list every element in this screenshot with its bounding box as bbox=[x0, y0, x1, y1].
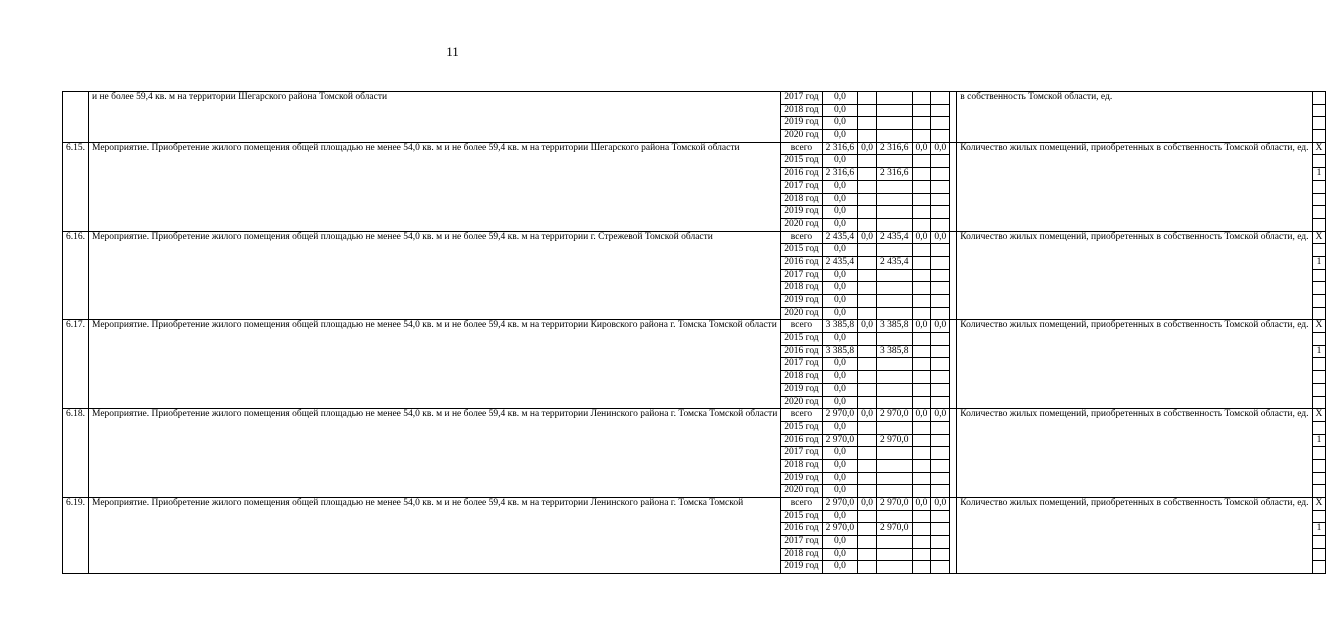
offbudget-cell bbox=[931, 434, 950, 447]
indicator-value bbox=[1312, 421, 1326, 434]
table-row bbox=[63, 320, 1326, 333]
indicator-value bbox=[1312, 396, 1326, 409]
federal-cell bbox=[858, 155, 877, 168]
year-cell: 2020 год bbox=[781, 396, 822, 409]
table-row bbox=[63, 498, 1326, 511]
year-cell: 2019 год bbox=[781, 117, 822, 130]
local-cell bbox=[912, 155, 931, 168]
indicator-description: Количество жилых помещений, приобретенных в собственность Томской области, ед. bbox=[957, 409, 1312, 498]
total-cell: 0,0 bbox=[822, 472, 858, 485]
year-cell: 2016 год bbox=[781, 345, 822, 358]
regional-cell bbox=[877, 295, 913, 308]
indicator-value bbox=[1312, 510, 1326, 523]
local-cell bbox=[912, 523, 931, 536]
federal-cell bbox=[858, 472, 877, 485]
indicator-value: X bbox=[1312, 498, 1326, 511]
federal-cell bbox=[858, 333, 877, 346]
funding-cell bbox=[931, 104, 950, 117]
federal-cell: 0,0 bbox=[858, 498, 877, 511]
funding-cell bbox=[877, 117, 913, 130]
total-cell: 0,0 bbox=[822, 536, 858, 549]
local-cell bbox=[912, 371, 931, 384]
table-row bbox=[63, 92, 1326, 105]
year-cell: 2019 год bbox=[781, 206, 822, 219]
indicator-value bbox=[1312, 459, 1326, 472]
local-cell bbox=[912, 485, 931, 498]
offbudget-cell bbox=[931, 155, 950, 168]
offbudget-cell bbox=[931, 383, 950, 396]
indicator-description: Количество жилых помещений, приобретенных в собственность Томской области, ед. bbox=[957, 320, 1312, 409]
federal-cell bbox=[858, 282, 877, 295]
program-activities-table bbox=[62, 91, 1326, 574]
federal-cell bbox=[858, 371, 877, 384]
offbudget-cell bbox=[931, 269, 950, 282]
local-cell bbox=[912, 536, 931, 549]
offbudget-cell bbox=[931, 358, 950, 371]
offbudget-cell bbox=[931, 295, 950, 308]
total-cell: 0,0 bbox=[822, 358, 858, 371]
offbudget-cell bbox=[931, 168, 950, 181]
total-cell: 0,0 bbox=[822, 104, 858, 117]
funding-cell bbox=[858, 117, 877, 130]
regional-cell bbox=[877, 333, 913, 346]
total-cell: 0,0 bbox=[822, 180, 858, 193]
indicator-value bbox=[1312, 383, 1326, 396]
indicator-value bbox=[1312, 282, 1326, 295]
activity-description: Мероприятие. Приобретение жилого помещения общей площадью не менее 54,0 кв. м и не более 59,4 кв. м на территории Ленинского района г. Томска Томской bbox=[89, 498, 781, 574]
funding-cell bbox=[931, 130, 950, 143]
year-cell: 2019 год bbox=[781, 383, 822, 396]
executor-cell bbox=[950, 498, 957, 574]
local-cell bbox=[912, 358, 931, 371]
federal-cell bbox=[858, 536, 877, 549]
regional-cell bbox=[877, 548, 913, 561]
local-cell bbox=[912, 421, 931, 434]
offbudget-cell: 0,0 bbox=[931, 409, 950, 422]
indicator-value bbox=[1312, 92, 1326, 105]
federal-cell bbox=[858, 180, 877, 193]
local-cell bbox=[912, 295, 931, 308]
executor-cell bbox=[950, 320, 957, 409]
year-cell: 2020 год bbox=[781, 307, 822, 320]
offbudget-cell bbox=[931, 371, 950, 384]
table-row bbox=[63, 409, 1326, 422]
total-cell: 0,0 bbox=[822, 155, 858, 168]
indicator-value bbox=[1312, 193, 1326, 206]
funding-cell bbox=[877, 130, 913, 143]
total-cell: 0,0 bbox=[822, 383, 858, 396]
indicator-value bbox=[1312, 269, 1326, 282]
regional-cell: 2 316,6 bbox=[877, 142, 913, 155]
regional-cell bbox=[877, 307, 913, 320]
regional-cell: 3 385,8 bbox=[877, 320, 913, 333]
total-cell: 0,0 bbox=[822, 548, 858, 561]
year-cell: 2016 год bbox=[781, 523, 822, 536]
offbudget-cell bbox=[931, 307, 950, 320]
federal-cell bbox=[858, 206, 877, 219]
federal-cell bbox=[858, 168, 877, 181]
year-cell: 2017 год bbox=[781, 92, 822, 105]
item-number-cell: 6.16. bbox=[63, 231, 89, 320]
funding-cell bbox=[912, 130, 931, 143]
offbudget-cell: 0,0 bbox=[931, 498, 950, 511]
federal-cell bbox=[858, 421, 877, 434]
funding-cell bbox=[877, 104, 913, 117]
year-cell: всего bbox=[781, 498, 822, 511]
item-number-cell bbox=[63, 92, 89, 143]
indicator-value bbox=[1312, 485, 1326, 498]
local-cell bbox=[912, 168, 931, 181]
year-cell: 2020 год bbox=[781, 485, 822, 498]
total-cell: 2 970,0 bbox=[822, 409, 858, 422]
activity-description: Мероприятие. Приобретение жилого помещения общей площадью не менее 54,0 кв. м и не более 59,4 кв. м на территории Кировского района г. Томска Томской области bbox=[89, 320, 781, 409]
indicator-value: 1 bbox=[1312, 434, 1326, 447]
year-cell: всего bbox=[781, 320, 822, 333]
funding-cell bbox=[858, 92, 877, 105]
funding-cell bbox=[931, 92, 950, 105]
regional-cell bbox=[877, 510, 913, 523]
regional-cell bbox=[877, 358, 913, 371]
local-cell bbox=[912, 282, 931, 295]
federal-cell bbox=[858, 510, 877, 523]
regional-cell bbox=[877, 180, 913, 193]
indicator-value bbox=[1312, 358, 1326, 371]
offbudget-cell bbox=[931, 345, 950, 358]
federal-cell bbox=[858, 447, 877, 460]
total-cell: 2 970,0 bbox=[822, 523, 858, 536]
local-cell bbox=[912, 548, 931, 561]
indicator-description: Количество жилых помещений, приобретенных в собственность Томской области, ед. bbox=[957, 142, 1312, 231]
regional-cell bbox=[877, 218, 913, 231]
federal-cell bbox=[858, 307, 877, 320]
indicator-value bbox=[1312, 333, 1326, 346]
year-cell: 2018 год bbox=[781, 371, 822, 384]
regional-cell bbox=[877, 244, 913, 257]
offbudget-cell bbox=[931, 472, 950, 485]
total-cell: 2 316,6 bbox=[822, 168, 858, 181]
regional-cell: 2 435,4 bbox=[877, 256, 913, 269]
offbudget-cell bbox=[931, 421, 950, 434]
activity-description: Мероприятие. Приобретение жилого помещения общей площадью не менее 54,0 кв. м и не более 59,4 кв. м на территории г. Стрежевой Томской области bbox=[89, 231, 781, 320]
funding-cell bbox=[912, 117, 931, 130]
indicator-value bbox=[1312, 155, 1326, 168]
offbudget-cell bbox=[931, 193, 950, 206]
indicator-value: X bbox=[1312, 231, 1326, 244]
offbudget-cell bbox=[931, 561, 950, 574]
local-cell: 0,0 bbox=[912, 409, 931, 422]
total-cell: 0,0 bbox=[822, 371, 858, 384]
regional-cell: 2 970,0 bbox=[877, 409, 913, 422]
regional-cell bbox=[877, 561, 913, 574]
indicator-value bbox=[1312, 117, 1326, 130]
offbudget-cell bbox=[931, 180, 950, 193]
year-cell: 2018 год bbox=[781, 193, 822, 206]
executor-cell bbox=[950, 409, 957, 498]
local-cell bbox=[912, 396, 931, 409]
indicator-value bbox=[1312, 536, 1326, 549]
federal-cell bbox=[858, 256, 877, 269]
federal-cell bbox=[858, 193, 877, 206]
year-cell: 2017 год bbox=[781, 180, 822, 193]
local-cell bbox=[912, 383, 931, 396]
indicator-value: X bbox=[1312, 320, 1326, 333]
local-cell bbox=[912, 244, 931, 257]
regional-cell bbox=[877, 383, 913, 396]
year-cell: 2016 год bbox=[781, 168, 822, 181]
federal-cell bbox=[858, 396, 877, 409]
indicator-value bbox=[1312, 295, 1326, 308]
local-cell bbox=[912, 345, 931, 358]
indicator-description: в собственность Томской области, ед. bbox=[957, 92, 1312, 143]
indicator-value bbox=[1312, 548, 1326, 561]
total-cell: 0,0 bbox=[822, 510, 858, 523]
total-cell: 3 385,8 bbox=[822, 345, 858, 358]
total-cell: 0,0 bbox=[822, 92, 858, 105]
federal-cell bbox=[858, 383, 877, 396]
local-cell bbox=[912, 510, 931, 523]
federal-cell bbox=[858, 295, 877, 308]
total-cell: 0,0 bbox=[822, 421, 858, 434]
local-cell: 0,0 bbox=[912, 231, 931, 244]
regional-cell bbox=[877, 485, 913, 498]
year-cell: 2015 год bbox=[781, 333, 822, 346]
regional-cell bbox=[877, 206, 913, 219]
indicator-value bbox=[1312, 307, 1326, 320]
total-cell: 0,0 bbox=[822, 447, 858, 460]
year-cell: 2016 год bbox=[781, 256, 822, 269]
indicator-value bbox=[1312, 218, 1326, 231]
funding-cell bbox=[877, 92, 913, 105]
indicator-value bbox=[1312, 472, 1326, 485]
federal-cell bbox=[858, 358, 877, 371]
indicator-value bbox=[1312, 371, 1326, 384]
offbudget-cell: 0,0 bbox=[931, 231, 950, 244]
item-number-cell: 6.18. bbox=[63, 409, 89, 498]
total-cell: 2 970,0 bbox=[822, 498, 858, 511]
total-cell: 0,0 bbox=[822, 459, 858, 472]
federal-cell bbox=[858, 561, 877, 574]
regional-cell bbox=[877, 396, 913, 409]
regional-cell bbox=[877, 282, 913, 295]
offbudget-cell: 0,0 bbox=[931, 320, 950, 333]
indicator-value bbox=[1312, 206, 1326, 219]
year-cell: 2020 год bbox=[781, 218, 822, 231]
offbudget-cell bbox=[931, 206, 950, 219]
offbudget-cell: 0,0 bbox=[931, 142, 950, 155]
offbudget-cell bbox=[931, 218, 950, 231]
year-cell: 2015 год bbox=[781, 510, 822, 523]
local-cell bbox=[912, 333, 931, 346]
federal-cell bbox=[858, 218, 877, 231]
indicator-value bbox=[1312, 447, 1326, 460]
total-cell: 2 435,4 bbox=[822, 231, 858, 244]
offbudget-cell bbox=[931, 282, 950, 295]
federal-cell bbox=[858, 523, 877, 536]
year-cell: 2018 год bbox=[781, 548, 822, 561]
local-cell bbox=[912, 269, 931, 282]
year-cell: 2019 год bbox=[781, 472, 822, 485]
offbudget-cell bbox=[931, 459, 950, 472]
year-cell: 2018 год bbox=[781, 104, 822, 117]
federal-cell bbox=[858, 485, 877, 498]
regional-cell bbox=[877, 269, 913, 282]
year-cell: 2015 год bbox=[781, 155, 822, 168]
total-cell: 2 316,6 bbox=[822, 142, 858, 155]
total-cell: 0,0 bbox=[822, 244, 858, 257]
total-cell: 0,0 bbox=[822, 218, 858, 231]
offbudget-cell bbox=[931, 536, 950, 549]
local-cell: 0,0 bbox=[912, 498, 931, 511]
local-cell: 0,0 bbox=[912, 320, 931, 333]
funding-cell bbox=[912, 104, 931, 117]
total-cell: 0,0 bbox=[822, 485, 858, 498]
regional-cell bbox=[877, 459, 913, 472]
total-cell: 0,0 bbox=[822, 193, 858, 206]
federal-cell bbox=[858, 459, 877, 472]
total-cell: 0,0 bbox=[822, 561, 858, 574]
indicator-description: Количество жилых помещений, приобретенных в собственность Томской области, ед. bbox=[957, 231, 1312, 320]
federal-cell bbox=[858, 244, 877, 257]
indicator-value bbox=[1312, 104, 1326, 117]
local-cell bbox=[912, 180, 931, 193]
local-cell bbox=[912, 193, 931, 206]
item-number-cell: 6.15. bbox=[63, 142, 89, 231]
item-number-cell: 6.17. bbox=[63, 320, 89, 409]
local-cell bbox=[912, 256, 931, 269]
offbudget-cell bbox=[931, 256, 950, 269]
offbudget-cell bbox=[931, 333, 950, 346]
item-number-cell: 6.19. bbox=[63, 498, 89, 574]
year-cell: всего bbox=[781, 409, 822, 422]
offbudget-cell bbox=[931, 244, 950, 257]
federal-cell: 0,0 bbox=[858, 142, 877, 155]
total-cell: 0,0 bbox=[822, 282, 858, 295]
indicator-value: 1 bbox=[1312, 168, 1326, 181]
federal-cell bbox=[858, 269, 877, 282]
offbudget-cell bbox=[931, 396, 950, 409]
year-cell: 2019 год bbox=[781, 561, 822, 574]
total-cell: 0,0 bbox=[822, 396, 858, 409]
indicator-value: 1 bbox=[1312, 256, 1326, 269]
offbudget-cell bbox=[931, 485, 950, 498]
total-cell: 0,0 bbox=[822, 307, 858, 320]
regional-cell bbox=[877, 472, 913, 485]
year-cell: 2018 год bbox=[781, 282, 822, 295]
year-cell: 2017 год bbox=[781, 536, 822, 549]
total-cell: 2 435,4 bbox=[822, 256, 858, 269]
regional-cell bbox=[877, 193, 913, 206]
local-cell bbox=[912, 307, 931, 320]
regional-cell: 2 435,4 bbox=[877, 231, 913, 244]
local-cell bbox=[912, 561, 931, 574]
regional-cell bbox=[877, 155, 913, 168]
year-cell: 2020 год bbox=[781, 130, 822, 143]
local-cell: 0,0 bbox=[912, 142, 931, 155]
local-cell bbox=[912, 472, 931, 485]
table-row bbox=[63, 142, 1326, 155]
table-row bbox=[63, 231, 1326, 244]
year-cell: 2019 год bbox=[781, 295, 822, 308]
total-cell: 0,0 bbox=[822, 130, 858, 143]
offbudget-cell bbox=[931, 523, 950, 536]
offbudget-cell bbox=[931, 447, 950, 460]
indicator-value bbox=[1312, 130, 1326, 143]
indicator-value bbox=[1312, 561, 1326, 574]
total-cell: 0,0 bbox=[822, 117, 858, 130]
funding-cell bbox=[858, 104, 877, 117]
offbudget-cell bbox=[931, 510, 950, 523]
year-cell: 2018 год bbox=[781, 459, 822, 472]
indicator-value: X bbox=[1312, 409, 1326, 422]
funding-cell bbox=[931, 117, 950, 130]
local-cell bbox=[912, 434, 931, 447]
regional-cell: 2 316,6 bbox=[877, 168, 913, 181]
funding-cell bbox=[858, 130, 877, 143]
indicator-value: X bbox=[1312, 142, 1326, 155]
regional-cell: 3 385,8 bbox=[877, 345, 913, 358]
indicator-value bbox=[1312, 244, 1326, 257]
regional-cell bbox=[877, 421, 913, 434]
indicator-value: 1 bbox=[1312, 523, 1326, 536]
regional-cell: 2 970,0 bbox=[877, 498, 913, 511]
funding-cell bbox=[912, 92, 931, 105]
offbudget-cell bbox=[931, 548, 950, 561]
regional-cell: 2 970,0 bbox=[877, 523, 913, 536]
year-cell: всего bbox=[781, 142, 822, 155]
year-cell: 2017 год bbox=[781, 447, 822, 460]
year-cell: 2017 год bbox=[781, 269, 822, 282]
total-cell: 0,0 bbox=[822, 295, 858, 308]
federal-cell: 0,0 bbox=[858, 409, 877, 422]
activity-description: Мероприятие. Приобретение жилого помещения общей площадью не менее 54,0 кв. м и не более 59,4 кв. м на территории Ленинского района г. Томска Томской области bbox=[89, 409, 781, 498]
indicator-value: 1 bbox=[1312, 345, 1326, 358]
federal-cell bbox=[858, 345, 877, 358]
year-cell: 2015 год bbox=[781, 244, 822, 257]
total-cell: 2 970,0 bbox=[822, 434, 858, 447]
regional-cell: 2 970,0 bbox=[877, 434, 913, 447]
indicator-description: Количество жилых помещений, приобретенных в собственность Томской области, ед. bbox=[957, 498, 1312, 574]
total-cell: 0,0 bbox=[822, 206, 858, 219]
local-cell bbox=[912, 218, 931, 231]
federal-cell: 0,0 bbox=[858, 231, 877, 244]
federal-cell: 0,0 bbox=[858, 320, 877, 333]
executor-cell bbox=[950, 231, 957, 320]
executor-cell bbox=[950, 92, 957, 143]
local-cell bbox=[912, 459, 931, 472]
total-cell: 0,0 bbox=[822, 269, 858, 282]
activity-description: Мероприятие. Приобретение жилого помещения общей площадью не менее 54,0 кв. м и не более 59,4 кв. м на территории Шегарского района Томской области bbox=[89, 142, 781, 231]
local-cell bbox=[912, 206, 931, 219]
year-cell: всего bbox=[781, 231, 822, 244]
federal-cell bbox=[858, 548, 877, 561]
year-cell: 2017 год bbox=[781, 358, 822, 371]
indicator-value bbox=[1312, 180, 1326, 193]
total-cell: 0,0 bbox=[822, 333, 858, 346]
year-cell: 2016 год bbox=[781, 434, 822, 447]
regional-cell bbox=[877, 371, 913, 384]
executor-cell bbox=[950, 142, 957, 231]
regional-cell bbox=[877, 447, 913, 460]
regional-cell bbox=[877, 536, 913, 549]
year-cell: 2015 год bbox=[781, 421, 822, 434]
federal-cell bbox=[858, 434, 877, 447]
page-number: 11 bbox=[446, 44, 459, 59]
activity-description: и не более 59,4 кв. м на территории Шегарского района Томской области bbox=[89, 92, 781, 143]
total-cell: 3 385,8 bbox=[822, 320, 858, 333]
local-cell bbox=[912, 447, 931, 460]
